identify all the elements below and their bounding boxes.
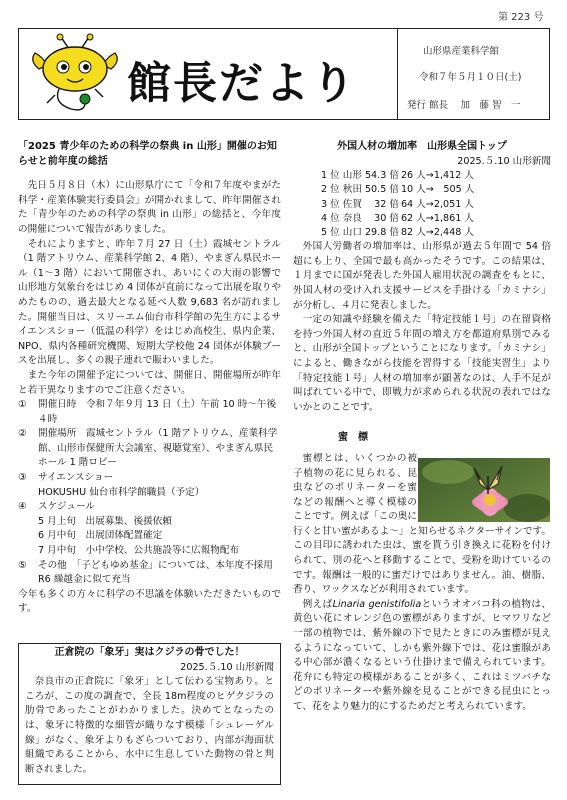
publish-date: 令和７年５月１０日(土) <box>419 72 522 83</box>
table-row: 4 位 奈良 30 倍 62 人→1,861 人 <box>321 212 474 224</box>
schedule-line: 5 月上旬 出展募集、後援依頼 <box>38 515 172 527</box>
publisher-name: 山形県産業科学館 <box>423 46 500 57</box>
right-column <box>293 140 551 715</box>
paragraph: 外国人労働者の増加率は、山形県が過去５年間で 54 倍超にも上り、全国で最も高かったそうです。この結果は、１月までに国が発表した外国人雇用状況の調査をもとに、外国人材の受け入れ支援サービスを手掛ける「カミナシ」が分析し、４月に発表しました。 <box>293 241 551 311</box>
header-divider <box>397 29 398 119</box>
source-line: 2025.５.10 山形新聞 <box>457 155 551 167</box>
ranking-table <box>321 169 477 240</box>
list-item: ③ サイエンスショー <box>18 472 114 484</box>
boxed-article <box>18 643 281 785</box>
list-item: ④ スケジュール <box>18 501 95 513</box>
boxed-title: 正倉院の「象牙」実はクジラの骨でした！ <box>54 647 245 658</box>
paragraph: 一定の知識や経験を備えた「特定技能１号」の在留資格を持つ外国人材の直近５年間の増え方を都道府県別でみると、山形が全国トップということになります。「カミナシ」によると、働きながら技能を習得する「技能実習生」より「特定技能１号」人材の増加率が顕著なのは、人手不足が叫ばれている中で、即戦力が求められる状況の表れではないかとのことです。 <box>293 314 551 413</box>
schedule-line: 7 月中旬 小中学校、公共施設等に広報物配布 <box>38 545 240 557</box>
issuer-line: 発行 館長 加 藤 智 一 <box>407 100 521 111</box>
left-column <box>18 140 281 617</box>
table-row: 1 位 山形 54.3 倍 26 人→1,412 人 <box>321 170 474 182</box>
table-row: 2 位 秋田 50.5 倍 10 人→ 505 人 <box>321 184 475 196</box>
butterfly-flower-photo <box>418 458 550 522</box>
paragraph: 蜜標とは、いくつかの被子植物の花に見られる、昆虫などのポリネーターを蜜などの報酬へと導く模様のことです。例えば「この奥に行くと甘い蜜があるよ～」と知らせるネクターサインです。この目印に誘われた虫は、蜜を貰う引き換えに花粉を付けられて、別の花へと移動することで、受粉を助けているのです。報酬は一般的に蜜だけではありません。油、樹脂、香り、ワックスなどが利用されています。 <box>293 452 551 596</box>
source-line: 2025.５.10 山形新聞 <box>180 661 274 673</box>
mascot-logo-icon <box>25 33 121 117</box>
paragraph: 奈良市の正倉院に「象牙」として伝わる宝物あり。ところが、この度の調査で、全長 18m程度のヒゲクジラの肋骨であったことがわかりました。決めてとなったのは、象牙に特徴的な細管が織りなす模様「シュレーゲル線」がなく、象牙よりもざらついており、内部が海面状組織であることから、水中に生息していた動物の骨と判断されました。 <box>25 676 274 775</box>
masthead-title: 館長だより <box>127 58 357 109</box>
table-row: 3 位 佐賀 32 倍 64 人→2,051 人 <box>321 198 474 210</box>
species-name: Linaria genistifolia <box>332 598 422 610</box>
paragraph: また今年の開催予定については、開催日、開催場所が昨年と若干異なりますのでご注意ください。 <box>18 369 281 396</box>
article-title: 外国人材の増加率 山形県全国トップ <box>337 141 507 152</box>
article-title: 蜜 標 <box>338 432 368 444</box>
paragraph: それによりますと、昨年７月 27 日（土）霞城セントラル（1 階アトリウム、産業科学館 2、4 階）、やまぎん県民ホール（1～3 階）において開催され、あいにくの大雨の影響で山形地方気象台をはじめ 4 団体が直前になって出展を取りやめたものの、過去最大となる延べ人数 9,683 名が訪れました。開催当日は、スリーエム仙台市科学館の先生方によるサイエンスショー（低温の科学）をはじめ高校生、県内企業、NPO、県内各種研究機関、短期大学校他 24 団体が体験ブースを出展し、多くの親子連れで賑わいました。 <box>18 238 281 367</box>
paragraph: 先日５月８日（木）に山形県庁にて「令和７年度やまがた科学・産業体験実行委員会」が開かれまして、昨年開催された「青少年のための科学の祭典 in 山形」の総括と、今年度の開催について報告がありました。 <box>18 180 281 235</box>
table-row: 5 位 山口 29.8 倍 82 人→2,448 人 <box>321 227 474 238</box>
paragraph: 例えばLinaria genistifoliaというオオバコ科の植物は、黄色い花にオレンジ色の蜜標がありますが、ヒマワリなど一部の植物では、紫外線の下で見たときにのみ蜜標が見えるようになっていて、しかも紫外線下では、花は蜜腺がある中心部が濃くなるという仕掛けまで備えられています。花弁にも特定の模様があることが多く、これはミツバチなどのポリネーターや紫外線を見ることができる昆虫にとって、花をより魅力的にするためだと考えられています。 <box>293 598 551 713</box>
article-title: 「2025 青少年のための科学の祭典 in 山形」開催のお知らせと前年度の総括 <box>18 141 277 167</box>
schedule-line: 6 月中旬 出展団体配置確定 <box>38 530 163 542</box>
show-detail: HOKUSHU 仙台市科学館職員（予定） <box>38 486 205 498</box>
list-item: ② 開催場所 霞城セントラル（1 階アトリウム、産業科学館、山形市保健所大会議室、視聴覚室）、やまぎん県民ホール 1 階ロビー <box>18 428 278 469</box>
paragraph: 今年も多くの方々に科学の不思議を体験いただきたいものです。 <box>18 588 281 615</box>
masthead-box <box>18 28 550 120</box>
list-item: ⑤ その他 「子どもゆめ基金」については、本年度不採用 R6 繰越金に似て充当 <box>18 559 283 586</box>
list-item: ① 開催日時 令和７年９月 13 日（土）午前 10 時～午後４時 <box>18 399 277 425</box>
issue-number: 第 223 号 <box>498 12 544 23</box>
